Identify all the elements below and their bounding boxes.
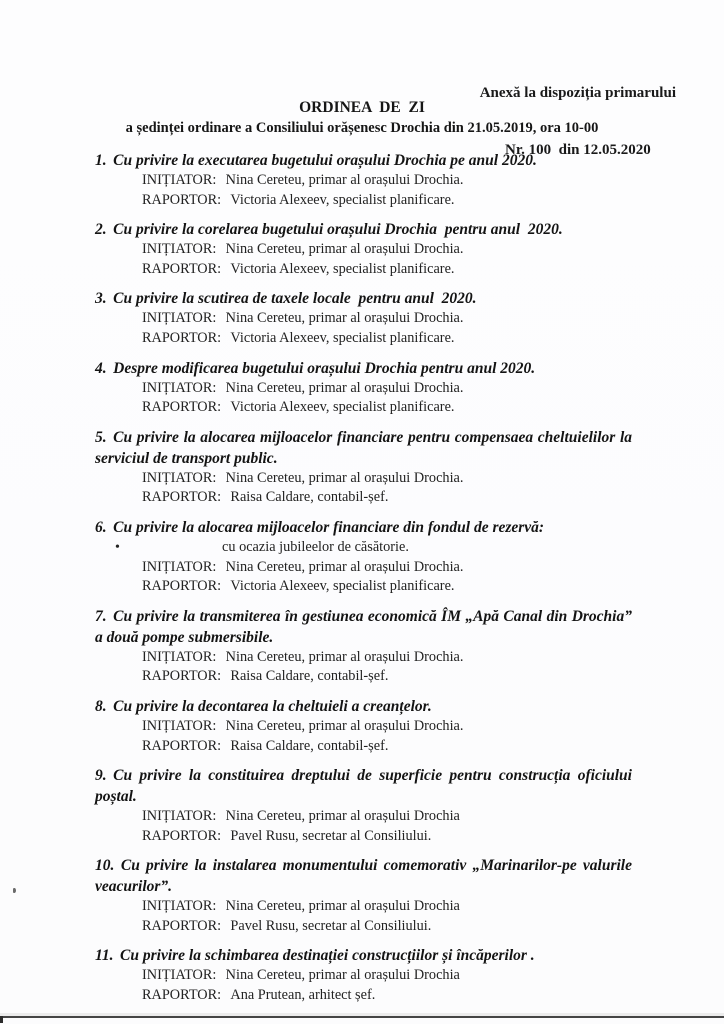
agenda-item-initiator-line <box>95 807 632 827</box>
raportor-value: Raisa Caldare, contabil-șef. <box>230 668 389 685</box>
agenda-item-raportor-line <box>95 329 632 349</box>
agenda-item-heading <box>95 219 632 240</box>
scan-corner-artifact <box>0 1016 3 1023</box>
agenda-item-raportor-line <box>95 917 632 937</box>
agenda-item <box>95 517 632 597</box>
agenda-item-initiator-line <box>95 558 632 578</box>
agenda-item-raportor-line <box>95 260 632 280</box>
agenda-item-heading <box>95 517 632 538</box>
agenda-item-title: Cu privire la constituirea dreptului de superficie pentru construcția oficiului poștal. <box>95 767 636 806</box>
agenda-item <box>95 358 632 418</box>
agenda-item-raportor-line <box>95 398 632 418</box>
raportor-value: Raisa Caldare, contabil-șef. <box>230 737 389 754</box>
raportor-value: Pavel Rusu, secretar al Consiliului. <box>230 917 432 934</box>
agenda-item-initiator-line <box>95 648 632 668</box>
agenda-item-initiator-line <box>95 309 632 329</box>
raportor-label: RAPORTOR: <box>142 668 222 685</box>
agenda-item-title: Cu privire la alocarea mijloacelor financiare pentru compensaea cheltuielilor la serviciul de transport public. <box>95 428 636 467</box>
agenda-item-heading <box>95 358 632 379</box>
agenda-item-raportor-line <box>95 737 632 757</box>
agenda-item-heading <box>95 427 636 469</box>
agenda-item-heading <box>95 606 636 648</box>
agenda-item-raportor-line <box>95 577 632 597</box>
agenda-item-title: Cu privire la decontarea la cheltuieli a creanțelor. <box>113 697 432 715</box>
agenda-item <box>95 855 636 936</box>
agenda-item-heading <box>95 855 636 897</box>
annex-line-1: Anexă la dispoziția primarului <box>479 85 676 101</box>
agenda-item-initiator-line <box>95 469 632 489</box>
agenda-item-title: Cu privire la instalarea monumentului comemorativ „Marinarilor-pe valurile veacurilor”. <box>95 857 636 896</box>
agenda-item-title: Despre modificarea bugetului orașului Drochia pentru anul 2020. <box>113 359 536 377</box>
agenda-item-heading <box>95 765 636 807</box>
agenda-item-number: 9. <box>95 767 107 785</box>
annex-line-2: Nr. 100 din 12.05.2020 <box>505 142 651 158</box>
agenda-item <box>95 606 636 687</box>
agenda-item-initiator-line <box>95 897 632 917</box>
scan-speck-artifact <box>13 888 16 893</box>
agenda-item-title: Cu privire la schimbarea destinației construcțiilor și încăperilor . <box>120 947 535 965</box>
agenda-item-bullet-text: cu ocazia jubileelor de căsătorie. <box>222 538 409 555</box>
agenda-item-raportor-line <box>95 191 632 211</box>
agenda-item-number: 2. <box>95 221 107 239</box>
agenda-item-raportor-line <box>95 667 632 687</box>
initiator-label: INIȚIATOR: <box>142 310 217 327</box>
raportor-label: RAPORTOR: <box>142 987 222 1004</box>
raportor-value: Ana Prutean, arhitect șef. <box>230 987 376 1004</box>
initiator-label: INIȚIATOR: <box>142 898 217 915</box>
agenda-item-title: Cu privire la corelarea bugetului orașului Drochia pentru anul 2020. <box>113 221 563 239</box>
raportor-value: Raisa Caldare, contabil-șef. <box>230 489 389 506</box>
agenda-item-number: 8. <box>95 697 107 715</box>
raportor-label: RAPORTOR: <box>142 737 222 754</box>
raportor-value: Victoria Alexeev, specialist planificare. <box>230 191 455 208</box>
agenda-item-title: Cu privire la transmiterea în gestiunea economică ÎM „Apă Canal din Drochia” a două pompe submersibile. <box>95 607 636 646</box>
initiator-value: Nina Cereteu, primar al orașului Drochia. <box>225 172 464 188</box>
initiator-label: INIȚIATOR: <box>142 469 217 486</box>
agenda-item-title: Cu privire la scutirea de taxele locale pentru anul 2020. <box>113 290 477 308</box>
agenda-item-heading <box>95 288 632 309</box>
scan-bottom-edge <box>0 1016 724 1018</box>
agenda-item-initiator-line <box>95 379 632 399</box>
agenda-item-heading <box>95 945 632 966</box>
agenda-item-number: 10. <box>95 857 115 875</box>
initiator-value: Nina Cereteu, primar al orașului Drochia. <box>225 648 464 665</box>
agenda-item <box>95 696 632 756</box>
agenda-item-heading <box>95 150 632 171</box>
raportor-value: Victoria Alexeev, specialist planificare. <box>230 578 455 595</box>
agenda-item-initiator-line <box>95 240 632 260</box>
raportor-label: RAPORTOR: <box>142 399 222 416</box>
raportor-label: RAPORTOR: <box>142 827 222 844</box>
raportor-value: Pavel Rusu, secretar al Consiliului. <box>230 827 432 844</box>
agenda-item-initiator-line <box>95 966 632 986</box>
agenda-item-title: Cu privire la alocarea mijloacelor financiare din fondul de rezervă: <box>113 518 545 536</box>
initiator-label: INIȚIATOR: <box>142 808 217 825</box>
raportor-label: RAPORTOR: <box>142 578 222 595</box>
agenda-item-number: 1. <box>95 152 107 169</box>
agenda-item-raportor-line <box>95 488 632 508</box>
agenda-item <box>95 765 636 846</box>
initiator-value: Nina Cereteu, primar al orașului Drochia <box>225 967 460 984</box>
agenda-items-list <box>95 141 636 1006</box>
agenda-item-raportor-line <box>95 827 632 847</box>
agenda-item <box>95 427 636 508</box>
agenda-item-number: 7. <box>95 607 107 625</box>
initiator-value: Nina Cereteu, primar al orașului Drochia. <box>225 558 464 575</box>
document-title: ORDINEA DE ZI <box>299 99 425 116</box>
raportor-label: RAPORTOR: <box>142 489 222 506</box>
agenda-item-title: Cu privire la executarea bugetului orașului Drochia pe anul 2020. <box>113 152 537 169</box>
initiator-label: INIȚIATOR: <box>142 648 217 665</box>
initiator-label: INIȚIATOR: <box>142 967 217 984</box>
raportor-value: Victoria Alexeev, specialist planificare. <box>230 399 455 416</box>
agenda-item-initiator-line <box>95 171 632 191</box>
raportor-label: RAPORTOR: <box>142 191 222 208</box>
initiator-label: INIȚIATOR: <box>142 379 217 396</box>
agenda-item-number: 4. <box>95 359 107 377</box>
initiator-value: Nina Cereteu, primar al orașului Drochia <box>225 808 460 825</box>
initiator-label: INIȚIATOR: <box>142 241 217 258</box>
agenda-item <box>95 219 632 279</box>
agenda-item-number: 6. <box>95 518 107 536</box>
raportor-value: Victoria Alexeev, specialist planificare. <box>230 329 455 346</box>
agenda-item <box>95 945 632 1005</box>
document-subtitle: a ședinței ordinare a Consiliului orășenesc Drochia din 21.05.2019, ora 10-00 <box>125 120 599 136</box>
initiator-value: Nina Cereteu, primar al orașului Drochia. <box>225 310 464 327</box>
agenda-item-number: 5. <box>95 428 107 446</box>
title-block <box>0 98 724 138</box>
initiator-value: Nina Cereteu, primar al orașului Drochia. <box>225 717 464 734</box>
raportor-label: RAPORTOR: <box>142 260 222 277</box>
agenda-item-raportor-line <box>95 986 632 1006</box>
raportor-label: RAPORTOR: <box>142 917 222 934</box>
initiator-label: INIȚIATOR: <box>142 717 217 734</box>
bullet-icon: • <box>115 539 120 555</box>
agenda-item-initiator-line <box>95 717 632 737</box>
raportor-value: Victoria Alexeev, specialist planificare. <box>230 260 455 277</box>
agenda-item <box>95 150 632 210</box>
initiator-value: Nina Cereteu, primar al orașului Drochia. <box>225 469 464 486</box>
agenda-item <box>95 288 632 348</box>
initiator-label: INIȚIATOR: <box>142 172 217 188</box>
raportor-label: RAPORTOR: <box>142 329 222 346</box>
initiator-value: Nina Cereteu, primar al orașului Drochia. <box>225 241 464 258</box>
initiator-label: INIȚIATOR: <box>142 558 217 575</box>
agenda-item-heading <box>95 696 632 717</box>
initiator-value: Nina Cereteu, primar al orașului Drochia. <box>225 379 464 396</box>
agenda-item-number: 11. <box>95 947 114 965</box>
initiator-value: Nina Cereteu, primar al orașului Drochia <box>225 898 460 915</box>
agenda-item-number: 3. <box>95 290 107 308</box>
agenda-item-bullet-line <box>95 538 632 558</box>
